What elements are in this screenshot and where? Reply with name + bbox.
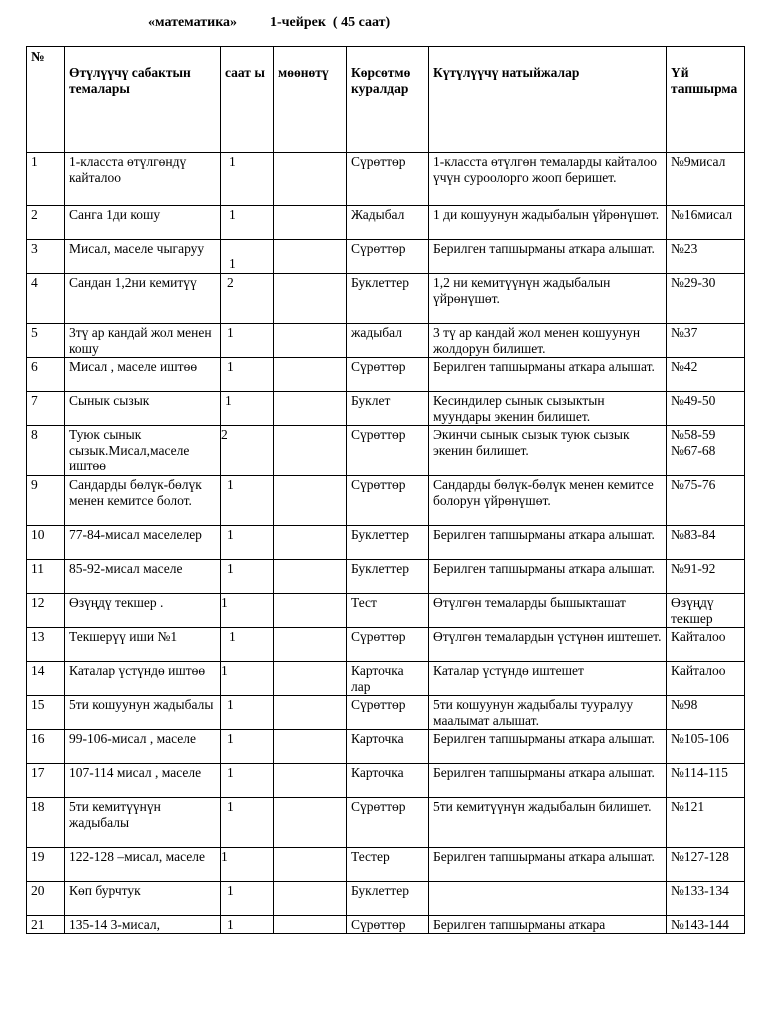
cell-homework: №143-144 xyxy=(667,916,745,934)
cell-aids: Сүрөттөр xyxy=(347,696,429,730)
table-row xyxy=(27,560,745,594)
document-title xyxy=(0,15,768,37)
cell-topic: 122-128 –мисал, маселе xyxy=(65,848,221,882)
cell-topic: 85-92-мисал маселе xyxy=(65,560,221,594)
cell-topic: Санга 1ди кошу xyxy=(65,206,221,240)
cell-num: 13 xyxy=(27,628,65,662)
table-row xyxy=(27,696,745,730)
cell-homework: №98 xyxy=(667,696,745,730)
cell-topic: Каталар үстүндө иштөө xyxy=(65,662,221,696)
cell-date xyxy=(274,560,347,594)
cell-num: 17 xyxy=(27,764,65,798)
cell-homework: Кайталоо xyxy=(667,662,745,696)
title-subject: «математика» xyxy=(148,15,238,30)
cell-date xyxy=(274,916,347,934)
cell-topic: Көп бурчтук xyxy=(65,882,221,916)
cell-num: 6 xyxy=(27,358,65,392)
cell-aids: Сүрөттөр xyxy=(347,476,429,526)
cell-num: 11 xyxy=(27,560,65,594)
cell-topic: Туюк сынык сызык.Мисал,маселе иштөө xyxy=(65,426,221,476)
cell-hours-value: 1 xyxy=(229,154,236,169)
header-hours: саат ы xyxy=(221,47,274,153)
table-row xyxy=(27,476,745,526)
cell-homework: №121 xyxy=(667,798,745,848)
cell-date xyxy=(274,476,347,526)
cell-results: 1 ди кошуунун жадыбалын үйрөнүшөт. xyxy=(429,206,667,240)
cell-num: 9 xyxy=(27,476,65,526)
cell-num: 14 xyxy=(27,662,65,696)
cell-results xyxy=(429,882,667,916)
cell-date xyxy=(274,392,347,426)
table-row xyxy=(27,662,745,696)
table-row xyxy=(27,206,745,240)
cell-date xyxy=(274,882,347,916)
cell-topic: 107-114 мисал , маселе xyxy=(65,764,221,798)
cell-num: 20 xyxy=(27,882,65,916)
cell-date xyxy=(274,426,347,476)
cell-results: Өтүлгөн темаларды бышыкташат xyxy=(429,594,667,628)
table-row xyxy=(27,848,745,882)
cell-homework: №37 xyxy=(667,324,745,358)
cell-hours-value: 1 xyxy=(227,359,234,374)
cell-hours xyxy=(221,426,274,476)
cell-hours-value: 1 xyxy=(227,477,234,492)
table-row xyxy=(27,916,745,934)
cell-date xyxy=(274,274,347,324)
cell-hours-value: 1 xyxy=(227,799,234,814)
cell-results: Берилген тапшырманы аткара алышат. xyxy=(429,730,667,764)
cell-results: Берилген тапшырманы аткара алышат. xyxy=(429,240,667,274)
table-row xyxy=(27,798,745,848)
cell-hours xyxy=(221,730,274,764)
cell-aids: жадыбал xyxy=(347,324,429,358)
cell-hours xyxy=(221,662,274,696)
cell-num: 16 xyxy=(27,730,65,764)
cell-results: 1-класста өтүлгөн темаларды кайталоо үчүн суроолорго жооп беришет. xyxy=(429,153,667,206)
table-row xyxy=(27,882,745,916)
cell-homework: Кайталоо xyxy=(667,628,745,662)
cell-topic: 99-106-мисал , маселе xyxy=(65,730,221,764)
cell-topic: Өзүңдү текшер . xyxy=(65,594,221,628)
cell-aids: Сүрөттөр xyxy=(347,240,429,274)
cell-hours xyxy=(221,696,274,730)
cell-hours-value: 1 xyxy=(221,595,228,610)
cell-aids: Карточка xyxy=(347,730,429,764)
cell-homework: №49-50 xyxy=(667,392,745,426)
cell-aids: Жадыбал xyxy=(347,206,429,240)
cell-date xyxy=(274,594,347,628)
cell-num: 21 xyxy=(27,916,65,934)
cell-aids: Сүрөттөр xyxy=(347,628,429,662)
cell-hours xyxy=(221,594,274,628)
cell-hours-value: 1 xyxy=(227,697,234,712)
cell-date xyxy=(274,662,347,696)
cell-num: 1 xyxy=(27,153,65,206)
cell-homework: №133-134 xyxy=(667,882,745,916)
table-row xyxy=(27,730,745,764)
cell-homework: №23 xyxy=(667,240,745,274)
cell-hours-value: 1 xyxy=(227,325,234,340)
cell-date xyxy=(274,798,347,848)
cell-aids: Карточка лар xyxy=(347,662,429,696)
cell-results: Өтүлгөн темалардын үстүнөн иштешет. xyxy=(429,628,667,662)
cell-homework: №16мисал xyxy=(667,206,745,240)
cell-hours xyxy=(221,526,274,560)
cell-num: 4 xyxy=(27,274,65,324)
cell-results: 5ти кошуунун жадыбалы тууралуу маалымат алышат. xyxy=(429,696,667,730)
cell-results: Экинчи сынык сызык туюк сызык экенин билишет. xyxy=(429,426,667,476)
table-row xyxy=(27,764,745,798)
cell-results: Сандарды бөлүк-бөлүк менен кемитсе болорун үйрөнүшөт. xyxy=(429,476,667,526)
cell-date xyxy=(274,764,347,798)
cell-aids: Карточка xyxy=(347,764,429,798)
cell-hours xyxy=(221,628,274,662)
cell-num: 12 xyxy=(27,594,65,628)
cell-topic: Сынык сызык xyxy=(65,392,221,426)
cell-hours-value: 1 xyxy=(227,883,234,898)
cell-homework: №114-115 xyxy=(667,764,745,798)
cell-topic: 135-14 3-мисал, xyxy=(65,916,221,934)
header-date: мөөнөтү xyxy=(274,47,347,153)
cell-results: Кесиндилер сынык сызыктын муундары экенин билишет. xyxy=(429,392,667,426)
cell-results: Берилген тапшырманы аткара алышат. xyxy=(429,560,667,594)
cell-num: 7 xyxy=(27,392,65,426)
cell-results: 3 тү ар кандай жол менен кошуунун жолдорун билишет. xyxy=(429,324,667,358)
cell-hours-value: 1 xyxy=(227,527,234,542)
table-row xyxy=(27,324,745,358)
cell-date xyxy=(274,324,347,358)
cell-homework: №127-128 xyxy=(667,848,745,882)
cell-homework: №105-106 xyxy=(667,730,745,764)
cell-hours xyxy=(221,153,274,206)
cell-hours-value: 1 xyxy=(229,256,236,271)
cell-results: Каталар үстүндө иштешет xyxy=(429,662,667,696)
cell-aids: Сүрөттөр xyxy=(347,153,429,206)
cell-date xyxy=(274,206,347,240)
cell-num: 5 xyxy=(27,324,65,358)
cell-topic: 77-84-мисал маселелер xyxy=(65,526,221,560)
table-row xyxy=(27,526,745,560)
cell-hours xyxy=(221,274,274,324)
cell-homework: №75-76 xyxy=(667,476,745,526)
table-row xyxy=(27,426,745,476)
cell-hours xyxy=(221,882,274,916)
cell-topic: Мисал, маселе чыгаруу xyxy=(65,240,221,274)
cell-hours xyxy=(221,764,274,798)
cell-hours xyxy=(221,392,274,426)
cell-date xyxy=(274,628,347,662)
cell-hours-value: 1 xyxy=(227,561,234,576)
cell-hours xyxy=(221,358,274,392)
cell-date xyxy=(274,153,347,206)
cell-hours-value: 1 xyxy=(227,765,234,780)
cell-num: 15 xyxy=(27,696,65,730)
title-quarter: 1-чейрек ( 45 саат) xyxy=(270,15,391,30)
cell-date xyxy=(274,696,347,730)
table-row xyxy=(27,153,745,206)
cell-aids: Сүрөттөр xyxy=(347,358,429,392)
cell-hours-value: 2 xyxy=(227,275,234,290)
cell-num: 2 xyxy=(27,206,65,240)
cell-hours-value: 1 xyxy=(225,393,232,408)
cell-homework: №58-59 №67-68 xyxy=(667,426,745,476)
cell-homework: Өзүңдү текшер xyxy=(667,594,745,628)
table-row xyxy=(27,594,745,628)
cell-aids: Сүрөттөр xyxy=(347,798,429,848)
cell-hours xyxy=(221,798,274,848)
header-num: № xyxy=(27,47,65,153)
cell-topic: 5ти кемитүүнүн жадыбалы xyxy=(65,798,221,848)
cell-topic: 3тү ар кандай жол менен кошу xyxy=(65,324,221,358)
cell-date xyxy=(274,848,347,882)
cell-hours-value: 2 xyxy=(221,427,228,442)
cell-hours xyxy=(221,916,274,934)
cell-homework: №29-30 xyxy=(667,274,745,324)
cell-num: 19 xyxy=(27,848,65,882)
cell-date xyxy=(274,526,347,560)
cell-date xyxy=(274,240,347,274)
table-header-row xyxy=(27,47,745,153)
cell-hours xyxy=(221,206,274,240)
cell-results: Берилген тапшырманы аткара алышат. xyxy=(429,358,667,392)
cell-topic: Сандан 1,2ни кемитүү xyxy=(65,274,221,324)
cell-topic: Мисал , маселе иштөө xyxy=(65,358,221,392)
cell-results: Берилген тапшырманы аткара алышат. xyxy=(429,848,667,882)
cell-aids: Сүрөттөр xyxy=(347,916,429,934)
cell-num: 3 xyxy=(27,240,65,274)
cell-hours-value: 1 xyxy=(229,207,236,222)
cell-hours xyxy=(221,560,274,594)
table-row xyxy=(27,358,745,392)
table-row xyxy=(27,628,745,662)
cell-aids: Буклеттер xyxy=(347,274,429,324)
cell-hours-value: 1 xyxy=(221,663,228,678)
cell-hours xyxy=(221,240,274,274)
lesson-plan-table xyxy=(26,46,745,934)
cell-hours xyxy=(221,324,274,358)
cell-topic: 1-класста өтүлгөндү кайталоо xyxy=(65,153,221,206)
header-homework: Үй тапшырма xyxy=(667,47,745,153)
table-row xyxy=(27,392,745,426)
cell-aids: Тест xyxy=(347,594,429,628)
cell-date xyxy=(274,730,347,764)
cell-num: 10 xyxy=(27,526,65,560)
cell-results: Берилген тапшырманы аткара алышат. xyxy=(429,764,667,798)
table-row xyxy=(27,274,745,324)
cell-results: Берилген тапшырманы аткара xyxy=(429,916,667,934)
table-row xyxy=(27,240,745,274)
cell-hours-value: 1 xyxy=(229,629,236,644)
cell-num: 18 xyxy=(27,798,65,848)
cell-hours xyxy=(221,848,274,882)
cell-hours-value: 1 xyxy=(227,917,234,932)
cell-aids: Сүрөттөр xyxy=(347,426,429,476)
cell-aids: Тестер xyxy=(347,848,429,882)
cell-aids: Буклеттер xyxy=(347,882,429,916)
cell-num: 8 xyxy=(27,426,65,476)
cell-homework: №91-92 xyxy=(667,560,745,594)
cell-topic: Сандарды бөлүк-бөлүк менен кемитсе болот. xyxy=(65,476,221,526)
cell-aids: Буклеттер xyxy=(347,526,429,560)
cell-results: Берилген тапшырманы аткара алышат. xyxy=(429,526,667,560)
cell-aids: Буклеттер xyxy=(347,560,429,594)
cell-aids: Буклет xyxy=(347,392,429,426)
header-results: Күтүлүүчү натыйжалар xyxy=(429,47,667,153)
cell-results: 5ти кемитүүнүн жадыбалын билишет. xyxy=(429,798,667,848)
cell-hours xyxy=(221,476,274,526)
header-topic: Өтүлүүчү сабактын темалары xyxy=(65,47,221,153)
cell-hours-value: 1 xyxy=(221,849,228,864)
cell-homework: №9мисал xyxy=(667,153,745,206)
cell-homework: №83-84 xyxy=(667,526,745,560)
cell-hours-value: 1 xyxy=(227,731,234,746)
cell-results: 1,2 ни кемитүүнүн жадыбалын үйрөнүшөт. xyxy=(429,274,667,324)
cell-date xyxy=(274,358,347,392)
header-aids: Көрсөтмө куралдар xyxy=(347,47,429,153)
cell-topic: 5ти кошуунун жадыбалы xyxy=(65,696,221,730)
cell-homework: №42 xyxy=(667,358,745,392)
cell-topic: Текшерүү иши №1 xyxy=(65,628,221,662)
